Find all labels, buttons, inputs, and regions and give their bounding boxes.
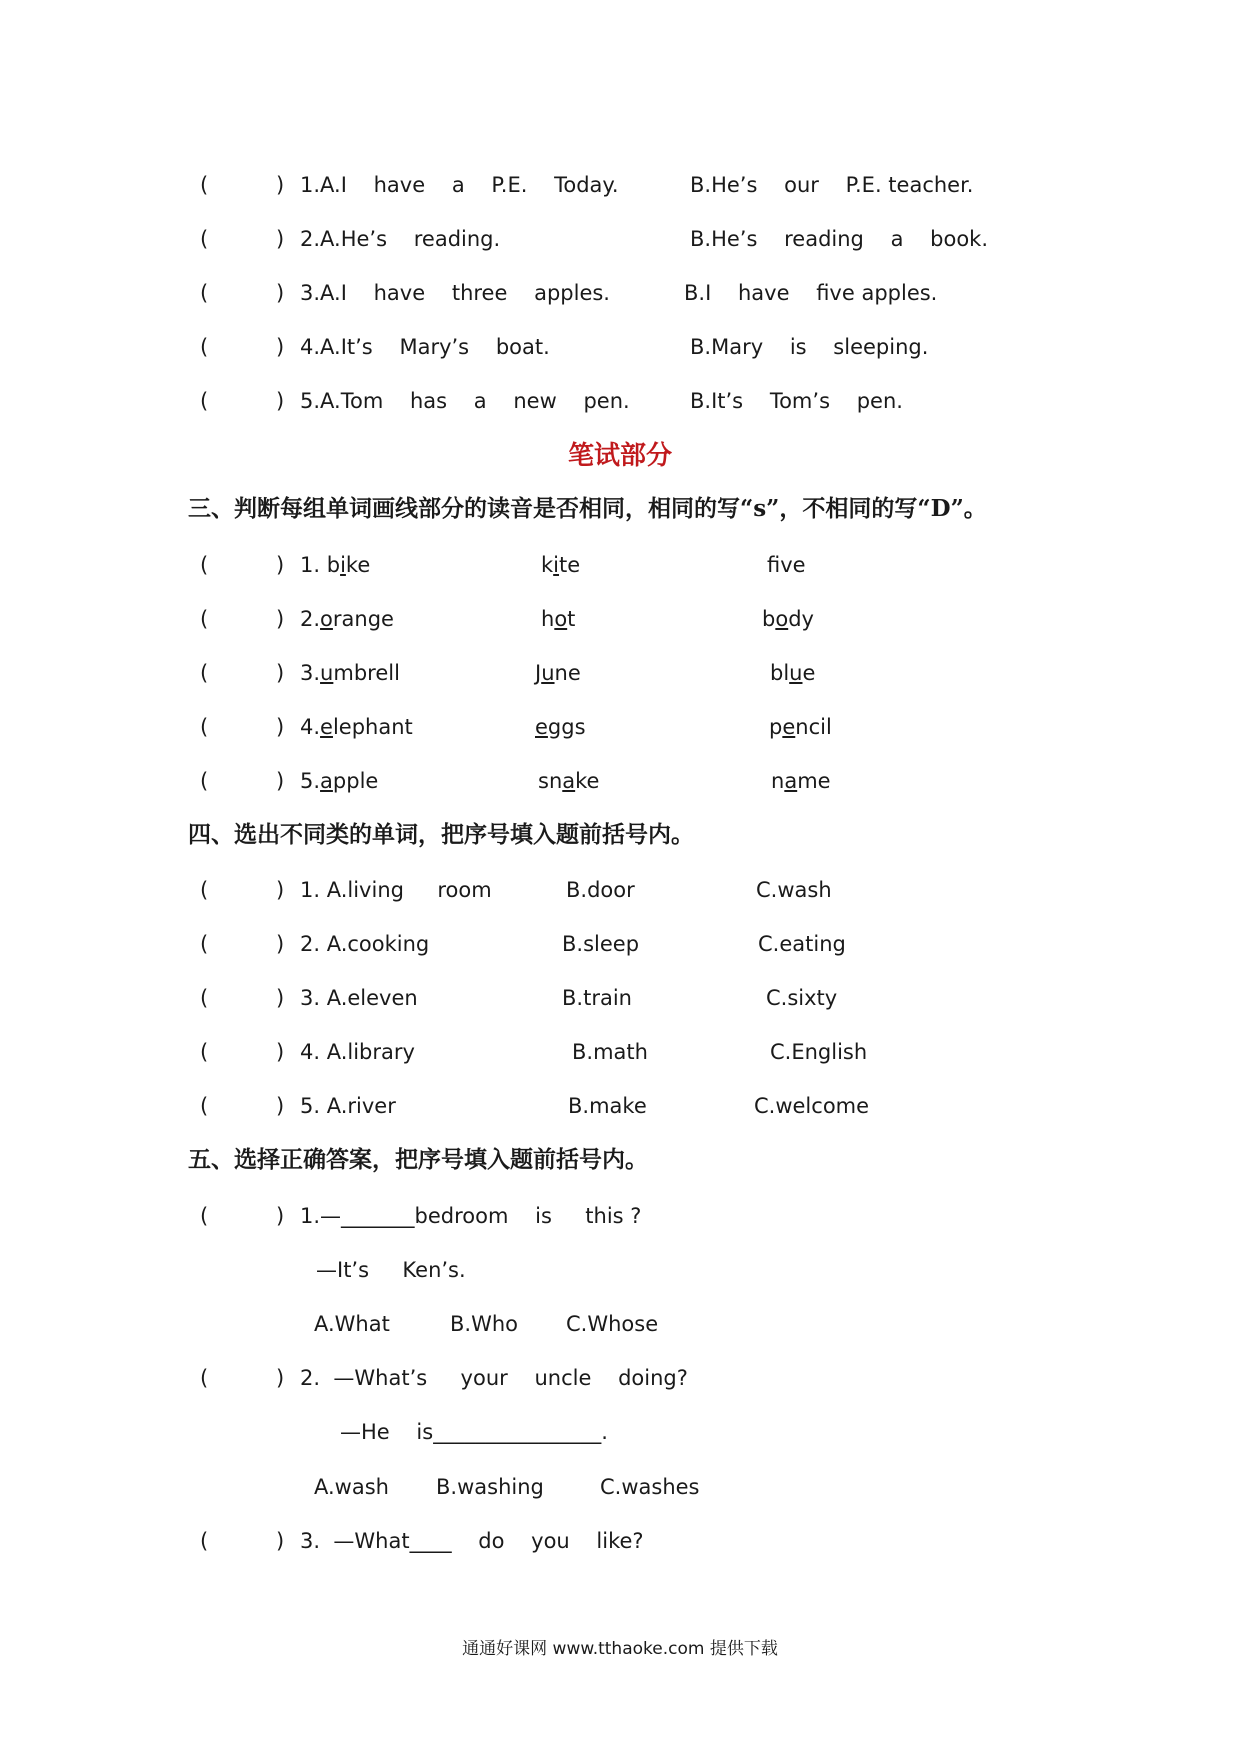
option-a: A.What xyxy=(314,1312,390,1336)
option-b: B.math xyxy=(572,1040,648,1064)
answer-paren-left: ( xyxy=(200,1040,209,1064)
option-b: B.It’s Tom’s pen. xyxy=(690,389,903,413)
word-group-2 xyxy=(535,707,586,747)
underlined-letters: e xyxy=(782,715,796,739)
answer-paren-left: ( xyxy=(200,1094,209,1118)
question-text: 1.—_______bedroom is this ? xyxy=(300,1204,642,1228)
option-b: B.make xyxy=(568,1094,647,1118)
section-3-title: 三、判断每组单词画线部分的读音是否相同，相同的写“s”，不相同的写“D”。 xyxy=(188,495,987,522)
word-part: lephant xyxy=(332,715,413,739)
question-text: 3. —What____ do you like? xyxy=(300,1529,644,1553)
answer-paren-left: ( xyxy=(200,1366,209,1390)
answer-paren-right: ) xyxy=(276,335,285,359)
word-part: b xyxy=(326,553,341,577)
underlined-letters: u xyxy=(320,661,334,685)
answer-paren-left: ( xyxy=(200,607,209,631)
option-b: B.Mary is sleeping. xyxy=(690,335,929,359)
answer-paren-left: ( xyxy=(200,1529,209,1553)
word-group-1 xyxy=(300,707,413,747)
underlined-letters: u xyxy=(789,661,803,685)
underlined-letters: i xyxy=(340,553,346,577)
item-number: 1. xyxy=(300,553,327,577)
answer-paren-left: ( xyxy=(200,715,209,739)
word-group-1 xyxy=(300,545,370,585)
section-4-title: 四、选出不同类的单词，把序号填入题前括号内。 xyxy=(188,821,694,848)
word-group-3 xyxy=(771,761,831,801)
word-part: dy xyxy=(788,607,814,631)
option-a: 1.A.I have a P.E. Today. xyxy=(300,173,619,197)
answer-paren-left: ( xyxy=(200,932,209,956)
answer-paren-right: ) xyxy=(276,1204,285,1228)
option-a: 2.A.He’s reading. xyxy=(300,227,501,251)
word-group-1 xyxy=(300,599,394,639)
answer-paren-right: ) xyxy=(276,661,285,685)
word-part: J xyxy=(535,661,542,685)
word-part: ggs xyxy=(547,715,586,739)
option-b: B.washing xyxy=(436,1475,544,1499)
word-part: t xyxy=(567,607,576,631)
option-b: B.He’s our P.E. teacher. xyxy=(690,173,974,197)
underlined-letters: i xyxy=(553,553,560,577)
answer-paren-right: ) xyxy=(276,553,285,577)
option-c: C.wash xyxy=(756,878,832,902)
word-part: k xyxy=(541,553,554,577)
word-part: te xyxy=(559,553,581,577)
answer-paren-right: ) xyxy=(276,715,285,739)
option-c: C.welcome xyxy=(754,1094,870,1118)
option-a: 1. A.living room xyxy=(300,878,492,902)
word-group-2 xyxy=(541,545,580,585)
word-part: ne xyxy=(554,661,581,685)
underlined-letters: a xyxy=(562,769,576,793)
written-part-title: 笔试部分 xyxy=(567,441,672,471)
answer-paren-right: ) xyxy=(276,878,285,902)
item-number: 4. xyxy=(300,715,321,739)
option-a: 5.A.Tom has a new pen. xyxy=(300,389,630,413)
item-number: 3. xyxy=(300,661,321,685)
word-part: ncil xyxy=(795,715,832,739)
underlined-letters: e xyxy=(535,715,548,739)
underlined-letters: o xyxy=(320,607,333,631)
option-c: C.washes xyxy=(600,1475,700,1499)
underlined-letters: o xyxy=(554,607,568,631)
answer-paren-right: ) xyxy=(276,227,285,251)
underlined-letters: a xyxy=(320,769,333,793)
answer-paren-right: ) xyxy=(276,281,285,305)
word-group-3 xyxy=(767,545,806,585)
option-c: C.sixty xyxy=(766,986,838,1010)
answer-paren-left: ( xyxy=(200,661,209,685)
word-group-1 xyxy=(300,653,400,693)
underlined-letters: o xyxy=(775,607,789,631)
word-part: h xyxy=(541,607,555,631)
answer-paren-right: ) xyxy=(276,389,285,413)
word-part: b xyxy=(762,607,776,631)
answer-paren-left: ( xyxy=(200,986,209,1010)
item-number: 2. xyxy=(300,607,321,631)
word-part: ke xyxy=(345,553,371,577)
option-b: B.door xyxy=(566,878,635,902)
word-group-2 xyxy=(535,653,581,693)
option-b: B.train xyxy=(562,986,632,1010)
word-group-1 xyxy=(300,761,378,801)
option-c: C.eating xyxy=(758,932,846,956)
answer-line: —It’s Ken’s. xyxy=(316,1258,466,1282)
answer-paren-right: ) xyxy=(276,1529,285,1553)
answer-paren-right: ) xyxy=(276,1094,285,1118)
answer-paren-left: ( xyxy=(200,281,209,305)
underlined-letters: e xyxy=(320,715,333,739)
answer-paren-left: ( xyxy=(200,878,209,902)
word-group-3 xyxy=(769,707,832,747)
word-part: bl xyxy=(770,661,790,685)
word-part: mbrell xyxy=(333,661,400,685)
word-part: p xyxy=(769,715,783,739)
answer-paren-right: ) xyxy=(276,1366,285,1390)
word-part: ve xyxy=(780,553,806,577)
answer-paren-left: ( xyxy=(200,389,209,413)
answer-paren-left: ( xyxy=(200,227,209,251)
word-part: e xyxy=(802,661,816,685)
word-group-3 xyxy=(762,599,814,639)
option-b: B.sleep xyxy=(562,932,640,956)
underlined-letters: a xyxy=(784,769,798,793)
answer-paren-left: ( xyxy=(200,1204,209,1228)
answer-paren-left: ( xyxy=(200,553,209,577)
word-part: f xyxy=(767,553,781,577)
underlined-letters: u xyxy=(541,661,555,685)
word-group-2 xyxy=(541,599,575,639)
item-number: 5. xyxy=(300,769,321,793)
answer-paren-right: ) xyxy=(276,1040,285,1064)
option-b: B.He’s reading a book. xyxy=(690,227,989,251)
footer-source: 通通好课网 www.tthaoke.com 提供下载 xyxy=(462,1639,778,1659)
answer-line: —He is________________. xyxy=(340,1420,608,1444)
answer-paren-right: ) xyxy=(276,932,285,956)
word-part: sn xyxy=(538,769,563,793)
answer-paren-right: ) xyxy=(276,173,285,197)
answer-paren-right: ) xyxy=(276,607,285,631)
option-a: A.wash xyxy=(314,1475,389,1499)
word-part: range xyxy=(332,607,394,631)
answer-paren-left: ( xyxy=(200,335,209,359)
answer-paren-left: ( xyxy=(200,769,209,793)
option-c: C.English xyxy=(770,1040,868,1064)
answer-paren-right: ) xyxy=(276,769,285,793)
option-a: 2. A.cooking xyxy=(300,932,430,956)
option-a: 5. A.river xyxy=(300,1094,396,1118)
option-c: C.Whose xyxy=(566,1312,659,1336)
section-5-title: 五、选择正确答案，把序号填入题前括号内。 xyxy=(188,1146,648,1173)
option-a: 3.A.I have three apples. xyxy=(300,281,610,305)
option-a: 3. A.eleven xyxy=(300,986,418,1010)
option-b: B.Who xyxy=(450,1312,519,1336)
word-group-3 xyxy=(770,653,815,693)
answer-paren-right: ) xyxy=(276,986,285,1010)
answer-paren-left: ( xyxy=(200,173,209,197)
word-part: n xyxy=(771,769,785,793)
option-b: B.I have five apples. xyxy=(684,281,938,305)
word-part: pple xyxy=(332,769,379,793)
question-text: 2. —What’s your uncle doing? xyxy=(300,1366,688,1390)
word-part: me xyxy=(797,769,831,793)
word-group-2 xyxy=(538,761,599,801)
word-part: ke xyxy=(575,769,600,793)
option-a: 4. A.library xyxy=(300,1040,415,1064)
option-a: 4.A.It’s Mary’s boat. xyxy=(300,335,550,359)
